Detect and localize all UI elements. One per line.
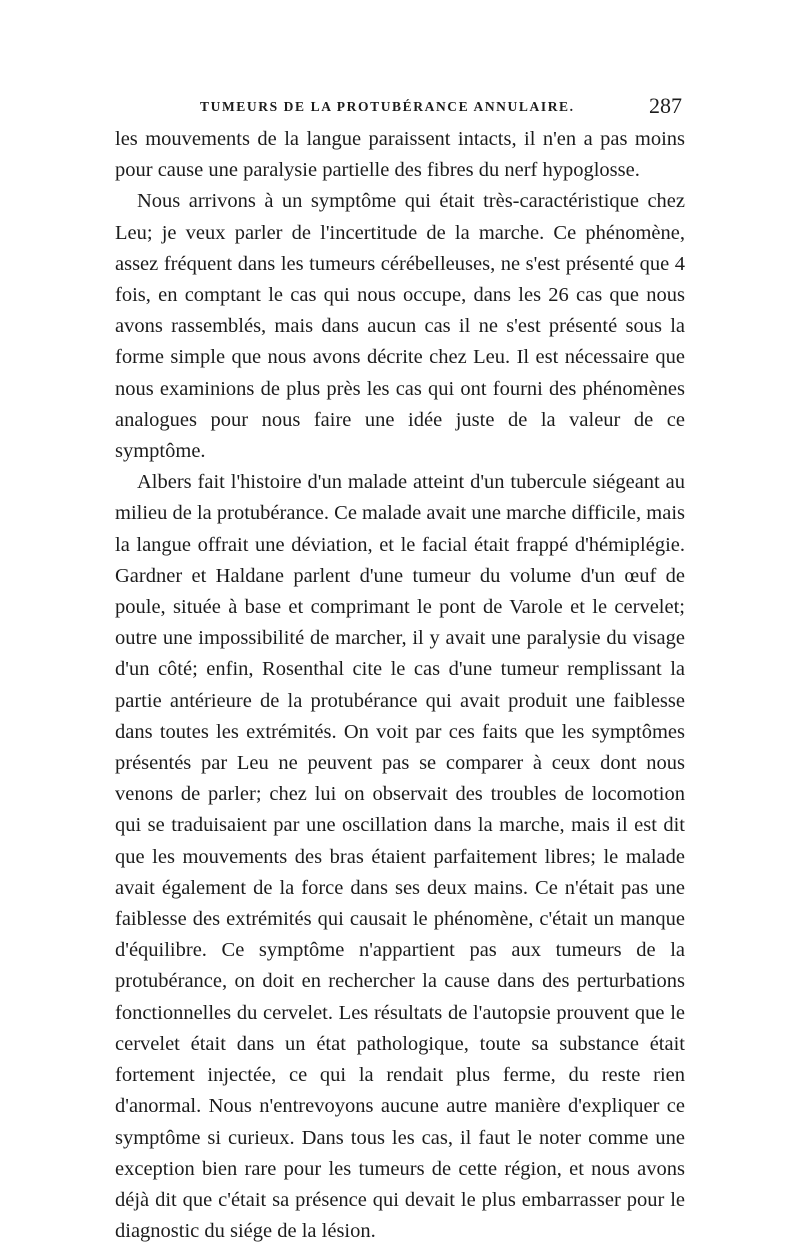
running-title: TUMEURS DE LA PROTUBÉRANCE ANNULAIRE. [200, 99, 575, 114]
running-head [112, 93, 684, 123]
paragraph: Albers fait l'histoire d'un malade atteint d'un tubercule siégeant au milieu de la protubérance. Ce malade avait une marche difficile, mais la langue offrait une déviation, et le facial était frappé d'hémiplégie. Gardner et Haldane parlent d'une tumeur du volume d'un œuf de poule, située à base et comprimant le pont de Varole et le cervelet; outre une impossibilité de marcher, il y avait une paralysie du visage d'un côté; enfin, Rosenthal cite le cas d'une tumeur remplissant la partie antérieure de la protubérance qui avait produit une faiblesse dans toutes les extrémités. On voit par ces faits que les symptômes présentés par Leu ne peuvent pas se comparer à ceux dont nous venons de parler; chez lui on observait des troubles de locomotion qui se traduisaient par une oscillation dans la marche, mais il est dit que les mouvements des bras étaient parfaitement libres; le malade avait également de la force dans ses deux mains. Ce n'était pas une faiblesse des extrémités qui causait le phénomène, c'était un manque d'équilibre. Ce symptôme n'appartient pas aux tumeurs de la protubérance, on doit en rechercher la cause dans des perturbations fonctionnelles du cervelet. Les résultats de l'autopsie prouvent que le cervelet était dans un état pathologique, toute sa substance était fortement injectée, ce qui la rendait plus ferme, du reste rien d'anormal. Nous n'entrevoyons aucune autre manière d'expliquer ce symptôme si curieux. Dans tous les cas, il faut le noter comme une exception bien rare pour les tumeurs de cette région, et nous avons déjà dit que c'était sa présence qui devait le plus embarrasser pour le diagnostic du siége de la lésion. [115, 471, 685, 1243]
page-number: 287 [649, 93, 682, 118]
paragraph: Nous arrivons à un symptôme qui était très-caractéristique chez Leu; je veux parler de l'incertitude de la marche. Ce phénomène, assez fréquent dans les tumeurs cérébelleuses, ne s'est présenté que 4 fois, en comptant le cas qui nous occupe, dans les 26 cas que nous avons rassemblés, mais dans aucun cas il ne s'est présenté sous la forme simple que nous avons décrite chez Leu. Il est nécessaire que nous examinions de plus près les cas qui ont fourni des phénomènes analogues pour nous faire une idée juste de la valeur de ce symptôme. [115, 190, 685, 463]
paragraph: les mouvements de la langue paraissent intacts, il n'en a pas moins pour cause une paralysie partielle des fibres du nerf hypoglosse. [115, 128, 685, 182]
body-text [115, 124, 685, 1247]
